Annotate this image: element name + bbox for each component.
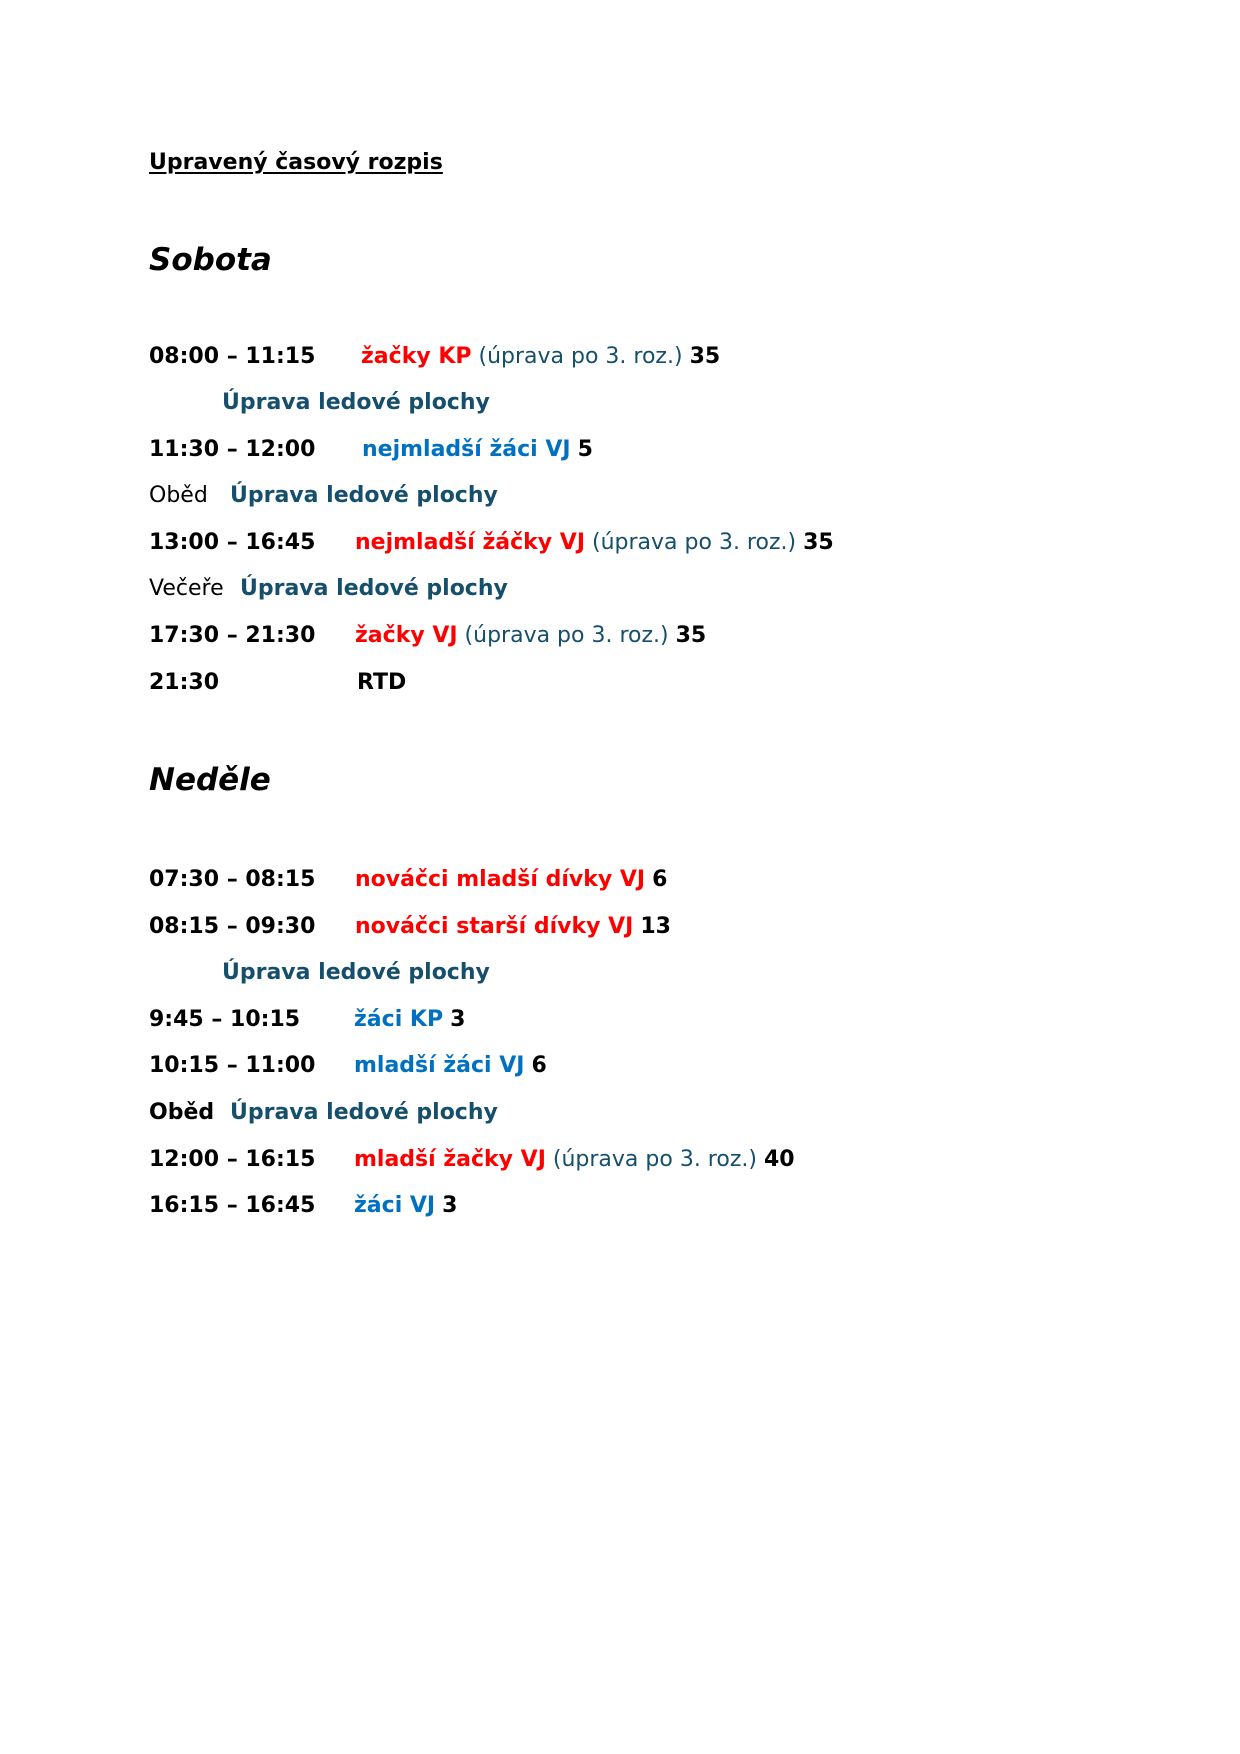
row-label: Oběd [149, 483, 208, 508]
row-count: 35 [675, 623, 707, 648]
row-note: (úprava po 3. roz.) [592, 530, 797, 555]
row-count: 3 [450, 1007, 466, 1032]
row-count: 13 [640, 914, 671, 939]
row-note: (úprava po 3. roz.) [464, 623, 669, 648]
row-time: 9:45 – 10:15 [149, 1007, 301, 1032]
row-count: 5 [577, 437, 593, 462]
row-activity-cell [355, 526, 834, 560]
row-activity: nejmladší žáčky VJ [355, 530, 586, 555]
row-activity: RTD [357, 670, 407, 695]
row-time: 12:00 – 16:15 [149, 1147, 316, 1172]
row-activity-cell [354, 1189, 457, 1223]
row-activity-cell [354, 1049, 547, 1083]
row-time: 17:30 – 21:30 [149, 623, 316, 648]
row-activity: žačky KP [361, 344, 472, 369]
row-activity: mladší žačky VJ [354, 1147, 546, 1172]
row-time: 08:15 – 09:30 [149, 914, 316, 939]
row-maintenance: Úprava ledové plochy [230, 483, 498, 508]
row-count: 6 [652, 867, 668, 892]
row-time: 11:30 – 12:00 [149, 437, 316, 462]
row-note: (úprava po 3. roz.) [478, 344, 683, 369]
row-time: 10:15 – 11:00 [149, 1053, 316, 1078]
day-heading-saturday: Sobota [149, 242, 272, 278]
row-time: 13:00 – 16:45 [149, 530, 316, 555]
row-time: 07:30 – 08:15 [149, 867, 316, 892]
row-label: Večeře [149, 576, 224, 601]
row-activity: žáci VJ [354, 1193, 436, 1218]
row-activity-cell [362, 433, 593, 467]
row-count: 40 [763, 1147, 795, 1172]
row-count: 6 [531, 1053, 547, 1078]
row-time: 21:30 [149, 670, 220, 695]
row-activity: nováčci starší dívky VJ [355, 914, 634, 939]
row-label: Oběd [149, 1100, 215, 1125]
row-maintenance: Úprava ledové plochy [240, 576, 508, 601]
row-maintenance: Úprava ledové plochy [230, 1100, 498, 1125]
row-count: 3 [442, 1193, 458, 1218]
row-activity-cell [354, 1143, 795, 1177]
row-maintenance: Úprava ledové plochy [222, 960, 490, 985]
row-activity: žačky VJ [355, 623, 458, 648]
row-note: (úprava po 3. roz.) [552, 1147, 757, 1172]
row-count: 35 [689, 344, 721, 369]
day-heading-sunday: Neděle [149, 762, 271, 798]
row-activity-cell [361, 340, 720, 374]
row-activity-cell [355, 910, 671, 944]
row-activity-cell [354, 1003, 465, 1037]
row-time: 08:00 – 11:15 [149, 344, 316, 369]
row-activity: mladší žáci VJ [354, 1053, 525, 1078]
row-maintenance: Úprava ledové plochy [222, 390, 490, 415]
page-title: Upravený časový rozpis [149, 150, 443, 175]
row-activity: nejmladší žáci VJ [362, 437, 571, 462]
row-activity: žáci KP [354, 1007, 444, 1032]
row-activity-cell [355, 863, 667, 897]
row-activity-cell [355, 619, 706, 653]
row-time: 16:15 – 16:45 [149, 1193, 316, 1218]
row-activity: nováčci mladší dívky VJ [355, 867, 646, 892]
row-count: 35 [803, 530, 834, 555]
